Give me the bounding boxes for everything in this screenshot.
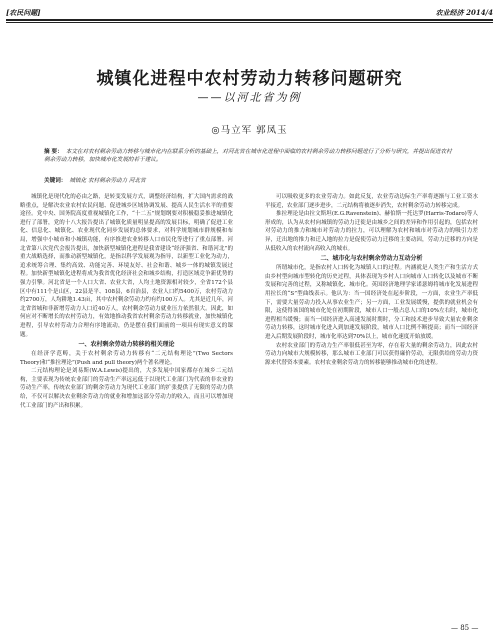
article-subtitle: ——以河北省为例 <box>197 91 302 104</box>
paragraph: 在经济学范畴，关于农村剩余劳动力转移有“二元结构理论”(Two Sectors Theory)和“推拉理论”(Push and pull theory)两个著名理论。 <box>20 351 233 366</box>
article-authors: ◎马立军 郭凤玉 <box>211 125 288 136</box>
paragraph: 二元结构理论是刘易斯(W.A.Lewis)提出的，大多发展中国家都存在城乡二元结构，主要表现为传统农业部门的劳动生产率远远低于以现代工业部门为代表的非农业的劳动生产率，传统农业部门的剩余劳动力为现代工业部门的扩张提供了无限的劳动力供给，不仅可以解决农业剩余劳动力的就业和增加这部分劳动力的收入，而且可以增加现代工业部门的产出和积累。 <box>20 368 233 409</box>
abstract-label: 摘 要： <box>44 149 63 155</box>
header-rule-thin <box>6 22 493 23</box>
paragraph: 推拉理论是由拉文斯坦(E.G.Ravenstein)、赫伯斯一托达罗(Harris-Todaro)等人形成的，认为从农村向城镇的劳动力迁徙是由城乡之间的差异和作用引起的，包括农村对劳动力的推力和城市对劳动力的拉力，可以理解为农村和城市对劳动力的吸引力差异，迁出地的推力和迁入地的拉力是促使劳动力迁移的主要动因，劳动力迁移的方向是从低收入的农村流向高收入的城市。 <box>265 211 478 252</box>
article-title: 城镇化进程中农村劳动力转移问题研究 <box>96 69 403 89</box>
header-rule <box>6 19 493 21</box>
section-heading: 一、农村剩余劳动力转移的相关理论 <box>78 341 175 349</box>
header-section: [农民问题] <box>6 8 41 17</box>
running-header <box>6 4 493 18</box>
paragraph: 城镇化是现代化的必由之路，是转变发展方式，调整经济结构，扩大国内需求的战略重点，是解决农业农村农民问题、促进城乡区域协调发展、提高人民生活水平的重要途径。党中央、国务院高度重视城镇化工作，“十二五”规划纲要对积极稳妥推进城镇化进行了部署，党的十八大报告提出了城镇化质量明显提高的发展目标，明确了促进工业化、信息化、城镇化、农业现代化同步发展的总体要求，对科学规划城市群规模和布局，增强中小城市和小城镇功能，有序推进农业转移人口市民化等进行了重点部署。河北省第八次党代会报告提出，加快新型城镇化进程是我省建设“经济强省、和谐河北”的重大战略选择，而推动新型城镇化，是指以科学发展观为指导，以新型工业化为动力，追求统筹合理、集约高效、功能完善、环境友好、社会和谐、城乡一体的城镇发展过程。加快新型城镇化进程将成为我省优化经济社会和城乡结构，打造区域竞争新优势的强力引擎。河北省是一个人口大省、农业大省，人均土地资源相对较少，全省172个县区中有111个是山区，22县是平、108县，6自治县，农业人口约5400万，农村劳动力约2700万，人均耕地1.43亩，其中农村剩余劳动力约有约100万人。尤其是近几年，河北省省城和非新增劳动力人口近40万人，农村剩余劳动力就业压力依然很大。因此，如何应对不断增长的农村劳动力，有效地推动我省农村剩余劳动力转移就业，加快城镇化进程，引导农村劳动力合理有序地流动，仍是摆在我们面前的一项具有现实意义的课题。 <box>20 194 233 338</box>
keywords-text: 城镇化 农村剩余劳动力 河北省 <box>69 178 146 184</box>
paragraph: 所谓城市化，是指农村人口转化为城镇人口的过程。内涵就是人类生产和生活方式由乡村型向城市型转化的历史过程，具体表现为乡村人口向城市人口转化以及城市不断发展和完善的过程，又称城镇化、城市化。英国经济地理学家诺瑟姆将城市化发展进程用拉长的“S”型曲线表示。他认为：当一国经济处在起步阶段，一方面，农业生产率低下，需要大量劳动力投入从事农业生产；另一方面，工业发展缓慢，提供的就业机会有限，这使得该国的城市化处在初期阶段，城市人口一般占总人口的10%左右时，城市化进程相当缓慢；而当一国经济进入高速发展时期时，分工和技术进步导致大量农业剩余劳动力转移，这时城市化进入到加速发展阶段，城市人口比例不断提高；而当一国经济进入后期发展阶段时，城市化率达到70%以上，城市化速度开始放缓。 <box>265 265 478 340</box>
header-journal: 农业经济 2014/4 <box>435 8 493 17</box>
abstract-text: 本文在对农村剩余劳动力转移与城市化内在联系分析的基础上，对河北省在城市化进程中面临的农村剩余劳动力转移问题进行了分析与研究，并提出促进农村剩余劳动力转移，加快城市化发展的若干建议。 <box>44 149 452 164</box>
body-column-left <box>20 193 233 410</box>
paragraph: 可以吸收更多的农业劳动力。如此反复，农业劳动边际生产率将逐渐与工业工资水平接近，农业部门逐步进步，二元结构将被逐步消失，农村剩余劳动力转移完成。 <box>265 194 478 209</box>
body-column-right <box>265 193 478 367</box>
section-heading: 二、城市化与农村剩余劳动力互动分析 <box>320 255 423 263</box>
page-number: — 85 — <box>451 624 479 632</box>
paragraph: 农村农业部门的劳动力生产率很低甚至为零，存在着大量的剩余劳动力，因此农村劳动力向城市大规模转移，那么城市工业部门可以获得廉价劳动，无限供给的劳动力资源来代替资本要素。农村农业剩余劳动力的转移能够推动城市化的进程。 <box>265 342 478 366</box>
abstract <box>44 148 455 165</box>
keywords <box>44 176 455 184</box>
keywords-label: 关键词： <box>44 178 67 184</box>
